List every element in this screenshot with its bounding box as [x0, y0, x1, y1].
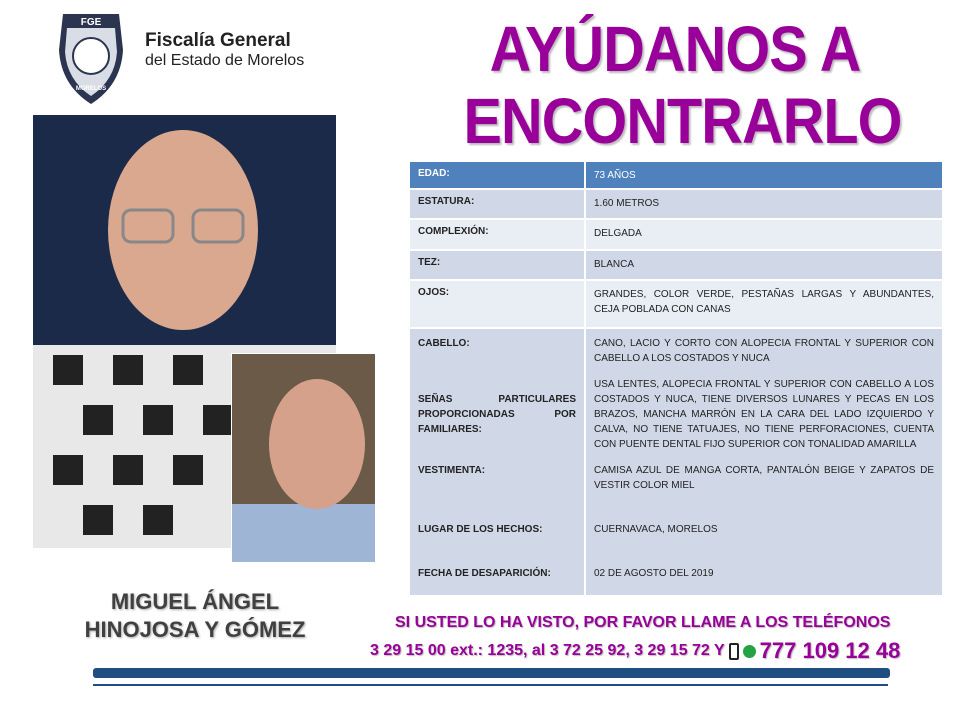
row-value: 73 AÑOS — [594, 170, 636, 181]
marks-label: SEÑAS PARTICULARES PROPORCIONADAS POR FAMILIARES: — [418, 394, 576, 435]
secondary-photo — [231, 353, 376, 563]
place-label: LUGAR DE LOS HECHOS: — [418, 524, 543, 535]
table-row-height — [410, 190, 942, 220]
table-row-complexion — [410, 251, 942, 281]
footer-bar — [93, 668, 890, 678]
title-line-1: AYÚDANOS A — [489, 13, 861, 85]
row-label: EDAD: — [410, 162, 586, 188]
svg-text:MORELOS: MORELOS — [75, 86, 107, 92]
table-row-eyes — [410, 281, 942, 329]
hair-value: CANO, LACIO Y CORTO CON ALOPECIA FRONTAL Y SUPERIOR CON CABELLO A LOS COSTADOS Y NUCA — [594, 338, 934, 364]
marks-value: USA LENTES, ALOPECIA FRONTAL Y SUPERIOR CON CABELLO A LOS COSTADOS Y NUCA, TIENE DIVERSOS LUNARES Y PECAS EN LOS BRAZOS, MANCHA MARRÓN EN LA CARA DEL LADO IZQUIERDO Y CALVA, NO TIENE TATUAJES, NO TIENE PERFORACIONES, CUENTA CON PUENTE DENTAL FIJO SUPERIOR CON TONALIDAD AMARILLA — [594, 379, 934, 450]
row-value: DELGADA — [594, 228, 642, 239]
place-value: CUERNAVACA, MORELOS — [594, 524, 718, 535]
name-line-1: MIGUEL ÁNGEL — [110, 589, 280, 614]
table-row-age — [410, 162, 942, 190]
missing-person-name — [40, 588, 350, 644]
svg-text:FGE: FGE — [80, 17, 102, 28]
date-value: 02 DE AGOSTO DEL 2019 — [594, 568, 714, 579]
fge-logo — [55, 10, 127, 106]
date-label: FECHA DE DESAPARICIÓN: — [418, 568, 551, 579]
row-label: TEZ: — [410, 251, 586, 279]
title-line-2: ENCONTRARLO — [463, 85, 902, 157]
org-subtitle: del Estado de Morelos — [145, 52, 305, 69]
clothing-value: CAMISA AZUL DE MANGA CORTA, PANTALÓN BEIGE Y ZAPATOS DE VESTIR COLOR MIEL — [594, 465, 934, 491]
footer-line — [93, 684, 888, 686]
row-label: COMPLEXIÓN: — [410, 220, 586, 249]
details-table — [410, 162, 942, 595]
whatsapp-icon — [743, 645, 756, 658]
row-label: OJOS: — [410, 281, 586, 327]
call-to-action: SI USTED LO HA VISTO, POR FAVOR LLAME A LOS TELÉFONOS — [395, 614, 891, 631]
phone-numbers — [370, 638, 900, 664]
row-label: ESTATURA: — [410, 190, 586, 218]
org-name: Fiscalía General — [145, 30, 291, 51]
table-block-description — [410, 329, 942, 595]
row-value: GRANDES, COLOR VERDE, PESTAÑAS LARGAS Y ABUNDANTES, CEJA POBLADA CON CANAS — [594, 289, 934, 315]
mobile-phone-icon — [729, 643, 739, 660]
phone-list: 3 29 15 00 ext.: 1235, al 3 72 25 92, 3 29 15 72 Y — [370, 642, 725, 659]
row-value: 1.60 METROS — [594, 198, 660, 209]
table-row-build — [410, 220, 942, 251]
clothing-label: VESTIMENTA: — [418, 465, 486, 476]
row-value: BLANCA — [594, 259, 635, 270]
whatsapp-number: 777 109 12 48 — [759, 638, 901, 663]
hair-label: CABELLO: — [418, 338, 470, 349]
name-line-2: HINOJOSA Y GÓMEZ — [84, 617, 306, 642]
